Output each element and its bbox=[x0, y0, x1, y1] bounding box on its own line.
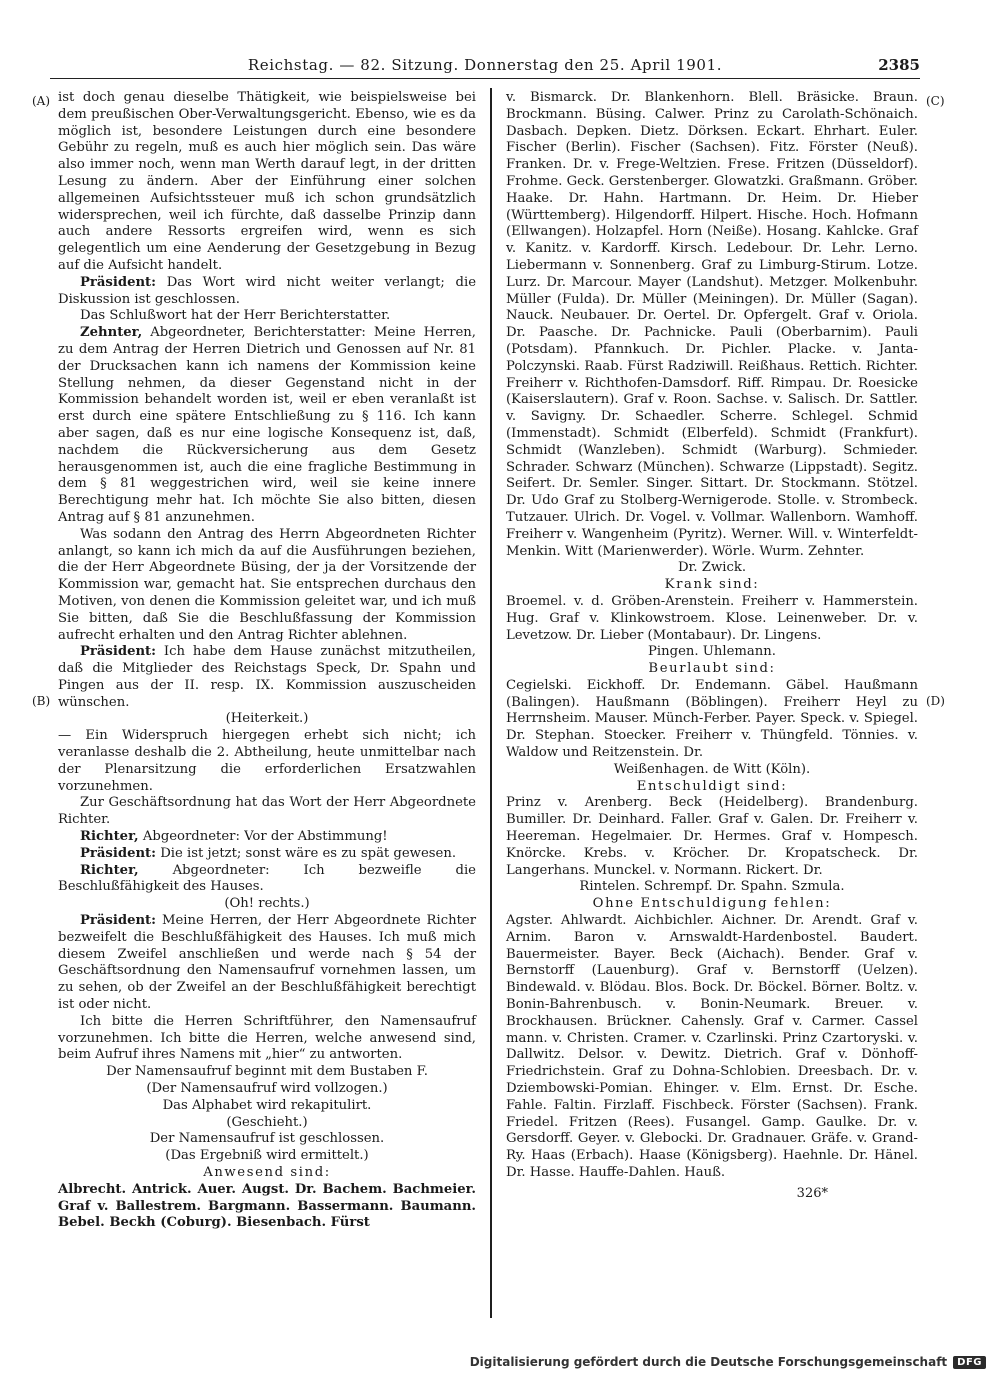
left-paragraph bbox=[58, 728, 476, 795]
paragraph-text: Ohne Entschuldigung fehlen: bbox=[592, 896, 832, 912]
dfg-logo: DFG bbox=[953, 1356, 986, 1369]
column-divider bbox=[490, 88, 492, 1318]
right-paragraph bbox=[506, 661, 918, 678]
paragraph-text: ist doch genau dieselbe Thätigkeit, wie beispielsweise bei dem preußischen Ober-Verwaltungsgericht. Ebenso, wie es da möglich ist, besondere Leistungen durch eine besondere Gebühr zu regeln, muß es auch hier möglich sein. Das wäre also immer noch, wenn man Werth darauf legt, in der dritten Lesung zu ändern. Aber der Einführung einer solchen allgemeinen Aufsichtssteuer muß ich schon grundsätzlich widersprechen, weil ich fürchte, daß dasselbe Prinzip dann auch andere Ressorts ergreifen wird, wenn es sich gelegentlich um eine Aenderung der Gesetzgebung in Bezug auf die Aufsicht handelt. bbox=[58, 90, 476, 273]
right-paragraph bbox=[506, 879, 918, 896]
right-paragraph bbox=[506, 577, 918, 594]
left-paragraph bbox=[58, 829, 476, 846]
left-paragraph bbox=[58, 1014, 476, 1064]
paragraph-text: Weißenhagen. de Witt (Köln). bbox=[613, 761, 811, 777]
left-paragraph bbox=[58, 90, 476, 275]
paragraph-text: Abgeordneter, Berichterstatter: Meine Herren, zu dem Antrag der Herren Dietrich und Genossen auf Nr. 81 der Drucksachen kann ich namens der Kommission keine Stellung nehmen, da dieser Gegenstand nicht in der Kommission behandelt worden ist, weil er eben veranlaßt ist erst durch eine spätere Entschließung zu § 116. Ich kann aber sagen, daß es nur eine logische Konsequenz ist, daß, nachdem die Rückversicherung aus dem Gesetz herausgenommen ist, auch die eine fragliche Bestimmung in dem § 81 weggestrichen wird, weil sie keine innere Berechtigung mehr hat. Ich möchte Sie also bitten, diesen Antrag auf § 81 anzunehmen. bbox=[58, 325, 476, 525]
left-paragraph bbox=[58, 325, 476, 527]
paragraph-text: Das Wort wird nicht weiter verlangt; die Diskussion ist geschlossen. bbox=[58, 274, 476, 307]
paragraph-text: Krank sind: bbox=[664, 577, 760, 593]
left-paragraph bbox=[58, 711, 476, 728]
left-paragraph bbox=[58, 863, 476, 897]
right-paragraph bbox=[506, 560, 918, 577]
paragraph-text: Die ist jetzt; sonst wäre es zu spät gewesen. bbox=[156, 845, 457, 861]
right-paragraph bbox=[506, 644, 918, 661]
paragraph-text: Ich bitte die Herren Schriftführer, den Namensaufruf vorzunehmen. Ich bitte die Herren, welche anwesend sind, beim Aufruf ihres Namens mit „hier“ zu antworten. bbox=[58, 1013, 476, 1063]
paragraph-text: Albrecht. Antrick. Auer. Augst. Dr. Bachem. Bachmeier. Graf v. Ballestrem. Bargmann. Bassermann. Baumann. Bebel. Beckh (Coburg). Biesenbach. Fürst bbox=[58, 1181, 476, 1231]
left-paragraph bbox=[58, 846, 476, 863]
paragraph-text: Agster. Ahlwardt. Aichbichler. Aichner. Dr. Arendt. Graf v. Arnim. Baron v. Arnswaldt-Hardenbostel. Baudert. Bauermeister. Bayer. Beck (Aichach). Bender. Graf v. Bernstorff (Lauenburg). Graf v. Bernstorff (Uelzen). Bindewald. v. Blödau. Blos. Bock. Dr. Böckel. Börner. Boltz. v. Bonin-Bahrenbusch. v. Bonin-Neumark. Breuer. v. Brockhausen. Brückner. Cahensly. Graf v. Carmer. Cassel mann. v. Christen. Cramer. v. Czarlinski. Prinz Czartoryski. v. Dallwitz. Delsor. v. Dewitz. Dietrich. Graf v. Dönhoff-Friedrichstein. Graf zu Dohna-Schlobien. Dreesbach. Dr. v. Dziembowski-Pomian. Ehinger. v. Elm. Ernst. Dr. Esche. Fahle. Faltin. Firzlaff. Fischbeck. Förster (Sachsen). Frank. Friedel. Fritzen (Rees). Fusangel. Gamp. Gaulke. Dr. v. Gersdorff. Geyer. v. Glebocki. Dr. Gradnauer. Gräfe. v. Grand-Ry. Haas (Erbach). Haase (Königsberg). Haehnle. Dr. Hänel. Dr. Hasse. Hauffe-Dahlen. Hauß. bbox=[506, 913, 918, 1180]
paragraph-text: (Heiterkeit.) bbox=[225, 711, 309, 727]
left-paragraph bbox=[58, 527, 476, 645]
page-title: Reichstag. — 82. Sitzung. Donnerstag den 25. April 1901. bbox=[247, 56, 723, 74]
left-paragraph bbox=[58, 1182, 476, 1232]
paragraph-text: Cegielski. Eickhoff. Dr. Endemann. Gäbel. Haußmann (Balingen). Haußmann (Böblingen). Freiherr Heyl zu Herrnsheim. Mauser. Münch-Ferber. Payer. Speck. v. Spiegel. Dr. Stephan. Stoecker. Freiherr v. Thüngfeld. Tönnies. v. Waldow und Reitzenstein. Dr. bbox=[506, 677, 918, 761]
left-text-column bbox=[58, 90, 476, 1232]
right-paragraph bbox=[506, 1186, 918, 1203]
right-paragraph bbox=[506, 594, 918, 644]
left-paragraph bbox=[58, 1081, 476, 1098]
margin-marker-b: (B) bbox=[32, 694, 51, 708]
left-paragraph bbox=[58, 1115, 476, 1132]
speaker-name: Präsident: bbox=[80, 913, 157, 929]
margin-marker-c: (C) bbox=[926, 94, 945, 108]
paragraph-text: Anwesend sind: bbox=[203, 1165, 331, 1180]
paragraph-text: (Geschieht.) bbox=[226, 1114, 308, 1130]
left-paragraph bbox=[58, 644, 476, 711]
right-paragraph bbox=[506, 678, 918, 762]
speaker-name: Präsident: bbox=[80, 274, 157, 290]
paragraph-text: 326* bbox=[796, 1185, 828, 1201]
paragraph-text: Das Alphabet wird rekapitulirt. bbox=[162, 1097, 372, 1113]
paragraph-text: Abgeordneter: Vor der Abstimmung! bbox=[138, 829, 388, 845]
margin-marker-a: (A) bbox=[32, 94, 51, 108]
left-paragraph bbox=[58, 795, 476, 829]
paragraph-text: Was sodann den Antrag des Herrn Abgeordneten Richter anlangt, so kann ich mich da auf die Ausführungen beziehen, die der Herr Abgeordnete Büsing, der ja der Vorsitzende der Kommission war, gemacht hat. Sie entsprechen durchaus den Motiven, von denen die Kommission geleitet war, und ich muß Sie bitten, daß Sie die Beschlußfassung der Kommission aufrecht erhalten und den Antrag Richter ablehnen. bbox=[58, 526, 476, 643]
paragraph-text: (Oh! rechts.) bbox=[224, 896, 310, 912]
right-paragraph bbox=[506, 795, 918, 879]
paragraph-text: Ich habe dem Hause zunächst mitzutheilen, daß die Mitglieder des Reichstags Speck, Dr. Spahn und Pingen aus der II. resp. IX. Kommission auszuscheiden wünschen. bbox=[58, 644, 476, 710]
paragraph-text: Dr. Zwick. bbox=[677, 560, 747, 576]
paragraph-text: Pingen. Uhlemann. bbox=[648, 644, 776, 660]
right-paragraph bbox=[506, 779, 918, 796]
paragraph-text: Broemel. v. d. Gröben-Arenstein. Freiherr v. Hammerstein. Hug. Graf v. Klinkowstroem. Klose. Leinenweber. Dr. v. Levetzow. Dr. Lieber (Montabaur). Dr. Lingens. bbox=[506, 593, 918, 643]
speaker-name: Richter, bbox=[80, 829, 139, 845]
speaker-name: Zehnter, bbox=[80, 325, 143, 341]
left-paragraph bbox=[58, 1064, 476, 1081]
paragraph-text: Beurlaubt sind: bbox=[648, 661, 776, 677]
footer-text: Digitalisierung gefördert durch die Deutsche Forschungsgemeinschaft bbox=[469, 1355, 948, 1369]
paragraph-text: — Ein Widerspruch hiergegen erhebt sich nicht; ich veranlasse deshalb die 2. Abtheilung, heute unmittelbar nach der Plenarsitzung die erforderlichen Ersatzwahlen vorzunehmen. bbox=[58, 728, 476, 794]
left-paragraph bbox=[58, 1165, 476, 1182]
left-paragraph bbox=[58, 308, 476, 325]
right-text-column bbox=[506, 90, 918, 1203]
left-paragraph bbox=[58, 1098, 476, 1115]
paragraph-text: Zur Geschäftsordnung hat das Wort der Herr Abgeordnete Richter. bbox=[58, 795, 476, 828]
paragraph-text: Entschuldigt sind: bbox=[636, 778, 788, 794]
right-paragraph bbox=[506, 762, 918, 779]
speaker-name: Präsident: bbox=[80, 845, 157, 861]
paragraph-text: (Das Ergebniß wird ermittelt.) bbox=[165, 1148, 369, 1164]
paragraph-text: (Der Namensaufruf wird vollzogen.) bbox=[146, 1081, 388, 1097]
digitization-credit bbox=[470, 1353, 986, 1371]
paragraph-text: Meine Herren, der Herr Abgeordnete Richter bezweifelt die Beschlußfähigkeit des Hauses. Ich muß mich diesem Zweifel anschließen und werde nach § 54 der Geschäftsordnung den Namensaufruf vornehmen lassen, um zu sehen, ob der Zweifel an der Beschlußfähigkeit berechtigt ist oder nicht. bbox=[58, 913, 476, 1013]
paragraph-text: Prinz v. Arenberg. Beck (Heidelberg). Brandenburg. Bumiller. Dr. Deinhard. Faller. Graf v. Galen. Dr. Freiherr v. Heereman. Hegelmaier. Dr. Hermes. Graf v. Hompesch. Knörcke. Krebs. v. Kröcher. Dr. Kropatscheck. Dr. Langerhans. Munckel. v. Normann. Rickert. Dr. bbox=[506, 795, 918, 878]
margin-marker-d: (D) bbox=[926, 694, 945, 708]
speaker-name: Richter, bbox=[80, 862, 139, 878]
speaker-name: Präsident: bbox=[80, 644, 157, 660]
paragraph-text: Abgeordneter: Ich bezweifle die Beschlußfähigkeit des Hauses. bbox=[58, 862, 476, 895]
right-paragraph bbox=[506, 90, 918, 560]
paragraph-text: Der Namensaufruf ist geschlossen. bbox=[149, 1131, 385, 1147]
left-paragraph bbox=[58, 896, 476, 913]
left-paragraph bbox=[58, 1148, 476, 1165]
left-paragraph bbox=[58, 275, 476, 309]
paragraph-text: Der Namensaufruf beginnt mit dem Bustaben F. bbox=[106, 1064, 428, 1080]
right-paragraph bbox=[506, 896, 918, 913]
right-paragraph bbox=[506, 913, 918, 1182]
paragraph-text: Rintelen. Schrempf. Dr. Spahn. Szmula. bbox=[579, 879, 845, 895]
left-paragraph bbox=[58, 913, 476, 1014]
left-paragraph bbox=[58, 1131, 476, 1148]
page-header bbox=[50, 56, 920, 79]
paragraph-text: Das Schlußwort hat der Herr Berichterstatter. bbox=[80, 308, 391, 324]
paragraph-text: v. Bismarck. Dr. Blankenhorn. Blell. Bräsicke. Braun. Brockmann. Büsing. Calwer. Prinz zu Carolath-Schönaich. Dasbach. Depken. Dietz. Dörksen. Eckart. Ehrhart. Euler. Fischer (Berlin). Fischer (Sachsen). Fitz. Förster (Neuß). Franken. Dr. v. Frege-Weltzien. Frese. Fritzen (Düsseldorf). Frohme. Geck. Gerstenberger. Glowatzki. Graßmann. Gröber. Haake. Dr. Hahn. Hartmann. Dr. Heim. Dr. Hieber (Württemberg). Hilgendorff. Hilpert. Hische. Hoch. Hofmann (Ellwangen). Holzapfel. Horn (Neiße). Hosang. Kahlcke. Graf v. Kanitz. v. Kardorff. Kirsch. Ledebour. Dr. Lehr. Lerno. Liebermann v. Sonnenberg. Graf zu Limburg-Stirum. Lotze. Lurz. Dr. Marcour. Mayer (Landshut). Metzger. Molkenbuhr. Müller (Fulda). Dr. Müller (Meiningen). Dr. Müller (Sagan). Nauck. Neubauer. Dr. Oertel. Dr. Opfergelt. Graf v. Oriola. Dr. Paasche. Dr. Pachnicke. Pauli (Oberbarnim). Pauli (Potsdam). Pfannkuch. Dr. Pichler. Placke. v. Janta-Polczynski. Raab. Fürst Radziwill. Reißhaus. Rettich. Richter. Freiherr v. Richthofen-Damsdorf. Riff. Rimpau. Dr. Roesicke (Kaiserslautern). Graf v. Roon. Sachse. v. Salisch. Dr. Sattler. v. Savigny. Dr. Schaedler. Scherre. Schlegel. Schmid (Immenstadt). Schmidt (Elberfeld). Schmidt (Frankfurt). Schmidt (Wanzleben). Schmidt (Warburg). Schmieder. Schrader. Schwarz (München). Schwarze (Lippstadt). Segitz. Seifert. Dr. Semler. Singer. Sittart. Dr. Stockmann. Stötzel. Dr. Udo Graf zu Stolberg-Wernigerode. Stolle. v. Strombeck. Tutzauer. Ulrich. Dr. Vogel. v. Vollmar. Wallenborn. Wamhoff. Freiherr v. Wangenheim (Pyritz). Werner. Will. v. Winterfeldt-Menkin. Witt (Marienwerder). Wörle. Wurm. Zehnter. bbox=[506, 90, 918, 559]
page-number: 2385 bbox=[878, 56, 920, 74]
